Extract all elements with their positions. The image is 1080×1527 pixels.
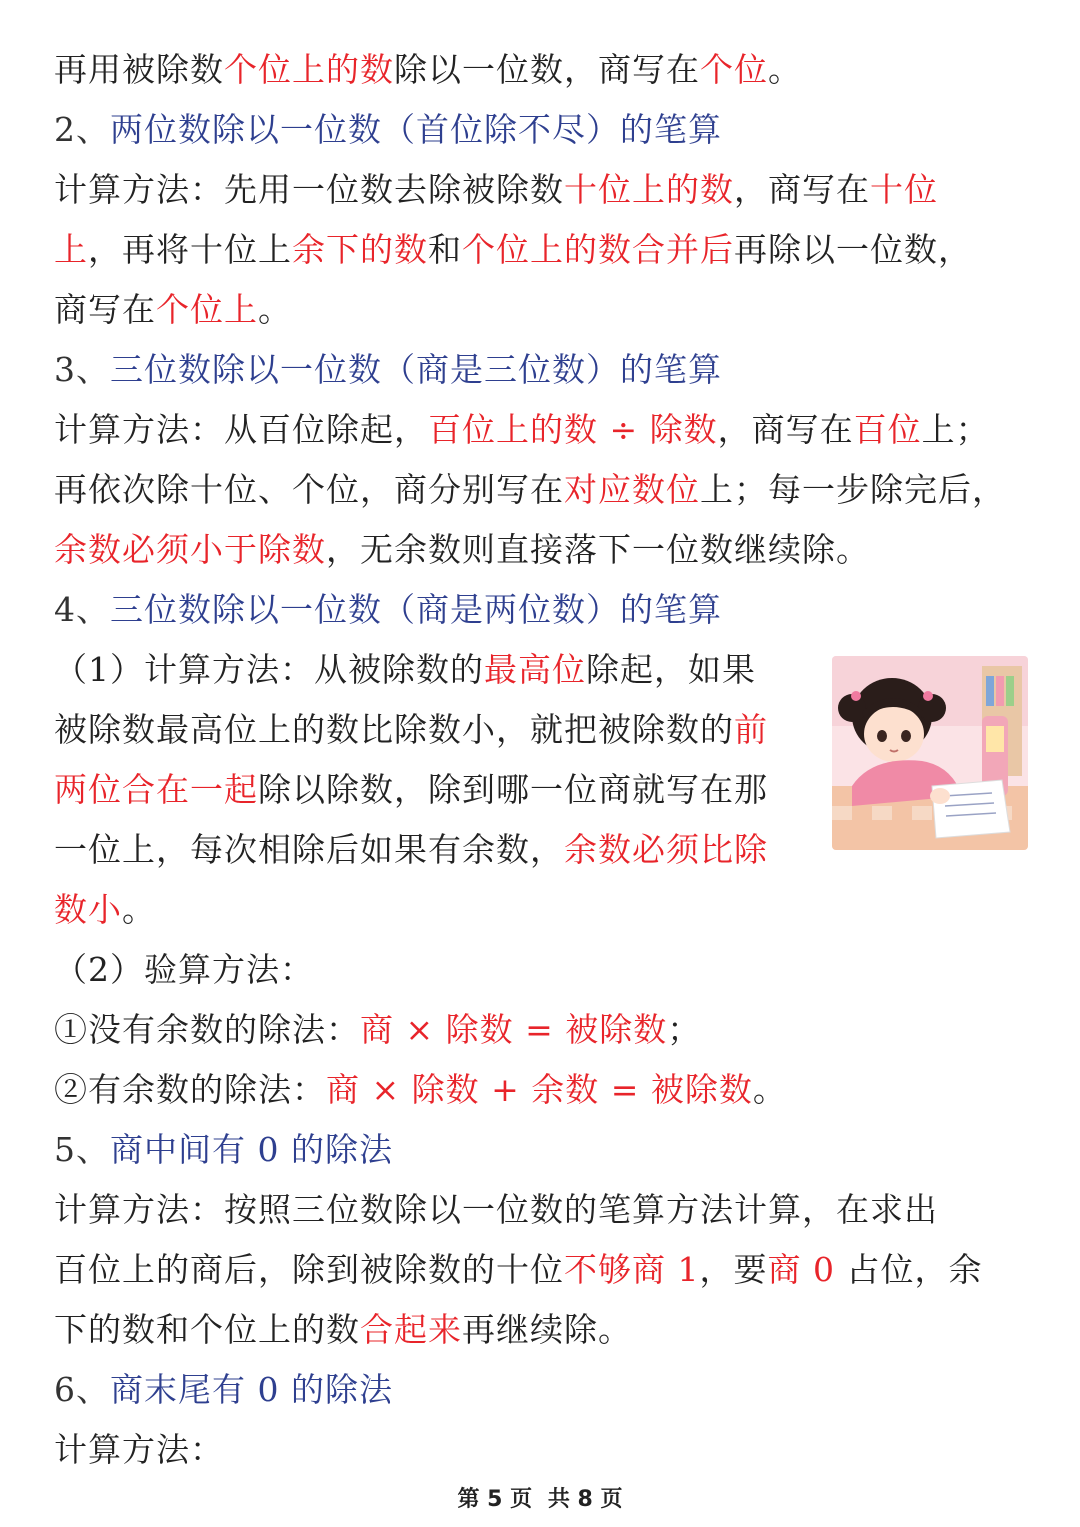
highlight-text: 余数必须小于除数 [54, 530, 326, 569]
text-segment: 上； [921, 410, 990, 449]
text-segment: 占位，余 [835, 1250, 983, 1289]
text-segment: ，再将十位上 [88, 230, 292, 269]
text-segment: 计算方法：按照三位数除以一位数的笔算方法计算，在求出 [54, 1190, 938, 1229]
text-segment: 一位上，每次相除后如果有余数， [54, 830, 564, 869]
highlight-text: 不够商 1 [564, 1250, 700, 1289]
text-line [54, 280, 1026, 340]
text-line [54, 940, 1026, 1000]
highlight-text: 上 [54, 230, 88, 269]
text-line [54, 1180, 1026, 1240]
highlight-text: 十位 [870, 170, 938, 209]
text-segment: ，无余数则直接落下一位数继续除。 [326, 530, 870, 569]
text-line [54, 220, 1026, 280]
text-segment: 除起，如果 [586, 650, 756, 689]
section-heading [54, 100, 1026, 160]
text-segment: 除以一位数，商写在 [394, 50, 700, 89]
text-segment: 。 [122, 890, 156, 929]
text-line [54, 460, 1026, 520]
text-segment: 。 [258, 290, 292, 329]
text-segment: 。 [768, 50, 802, 89]
text-line [54, 1420, 1026, 1480]
text-line [54, 880, 1026, 940]
text-segment: 三位数除以一位数（商是两位数）的笔算 [110, 590, 722, 629]
section-heading [54, 340, 1026, 400]
text-line [54, 400, 1026, 460]
highlight-text: 百位 [853, 410, 922, 449]
text-segment: ②有余数的除法： [54, 1070, 326, 1109]
text-segment: 两位数除以一位数（首位除不尽）的笔算 [110, 110, 722, 149]
text-segment: 计算方法： [54, 1430, 224, 1469]
section-heading [54, 580, 1026, 640]
text-segment: ，商写在 [717, 410, 854, 449]
text-segment: 上；每一步除完后， [700, 470, 1006, 509]
highlight-text: 个位上的数合并后 [462, 230, 734, 269]
text-line [54, 1240, 1026, 1300]
text-segment: 再除以一位数， [734, 230, 972, 269]
section-heading [54, 1120, 1026, 1180]
section-number: 2、 [54, 110, 110, 149]
text-line [54, 520, 1026, 580]
text-segment: 再依次除十位、个位，商分别写在 [54, 470, 564, 509]
text-segment: 下的数和个位上的数 [54, 1310, 360, 1349]
text-segment: 再用被除数 [54, 50, 224, 89]
girl-writing-illustration [832, 656, 1028, 850]
page-total: 共 8 页 [547, 1487, 623, 1512]
text-segment: 百位上的商后，除到被除数的十位 [54, 1250, 564, 1289]
highlight-text: 商 × 除数 = 被除数 [360, 1010, 668, 1049]
text-segment: 三位数除以一位数（商是三位数）的笔算 [110, 350, 722, 389]
text-segment: （2）验算方法： [54, 950, 314, 989]
section-number: 3、 [54, 350, 110, 389]
highlight-text: 余数必须比除 [564, 830, 768, 869]
text-segment: 和 [428, 230, 462, 269]
page-number: 第 5 页 [457, 1487, 533, 1512]
text-line [54, 1000, 1026, 1060]
highlight-text: 商 × 除数 + 余数 = 被除数 [326, 1070, 753, 1109]
text-segment: 计算方法：从百位除起， [54, 410, 428, 449]
text-segment: 再继续除。 [462, 1310, 632, 1349]
highlight-text: 前 [734, 710, 768, 749]
text-segment: （1）计算方法：从被除数的 [54, 650, 484, 689]
highlight-text: 最高位 [484, 650, 586, 689]
highlight-text: 个位上 [156, 290, 258, 329]
text-segment: 商末尾有 0 的除法 [110, 1370, 393, 1409]
text-segment: 商中间有 0 的除法 [110, 1130, 393, 1169]
highlight-text: 对应数位 [564, 470, 700, 509]
section-heading [54, 1360, 1026, 1420]
text-segment: 被除数最高位上的数比除数小，就把被除数的 [54, 710, 734, 749]
text-segment: ，要 [699, 1250, 768, 1289]
text-line [54, 760, 810, 820]
text-segment: ，商写在 [734, 170, 870, 209]
text-segment: ①没有余数的除法： [54, 1010, 360, 1049]
text-segment: 除以除数，除到哪一位商就写在那 [258, 770, 768, 809]
highlight-text: 商 0 [767, 1250, 835, 1289]
text-line [54, 820, 810, 880]
text-line [54, 700, 810, 760]
section-number: 5、 [54, 1130, 110, 1169]
highlight-text: 数小 [54, 890, 122, 929]
highlight-text: 百位上的数 ÷ 除数 [428, 410, 718, 449]
section-number: 6、 [54, 1370, 110, 1409]
text-line [54, 40, 1026, 100]
page-footer [0, 1482, 1080, 1513]
section-number: 4、 [54, 590, 110, 629]
highlight-text: 个位上的数 [224, 50, 394, 89]
highlight-text: 十位上的数 [564, 170, 734, 209]
text-line [54, 160, 1026, 220]
highlight-text: 合起来 [360, 1310, 462, 1349]
text-segment: 。 [752, 1070, 787, 1109]
text-segment: 计算方法：先用一位数去除被除数 [54, 170, 564, 209]
highlight-text: 个位 [700, 50, 768, 89]
text-segment: ； [667, 1010, 702, 1049]
highlight-text: 两位合在一起 [54, 770, 258, 809]
text-line [54, 1300, 1026, 1360]
text-line [54, 640, 810, 700]
highlight-text: 余下的数 [292, 230, 428, 269]
text-segment: 商写在 [54, 290, 156, 329]
text-line [54, 1060, 1026, 1120]
